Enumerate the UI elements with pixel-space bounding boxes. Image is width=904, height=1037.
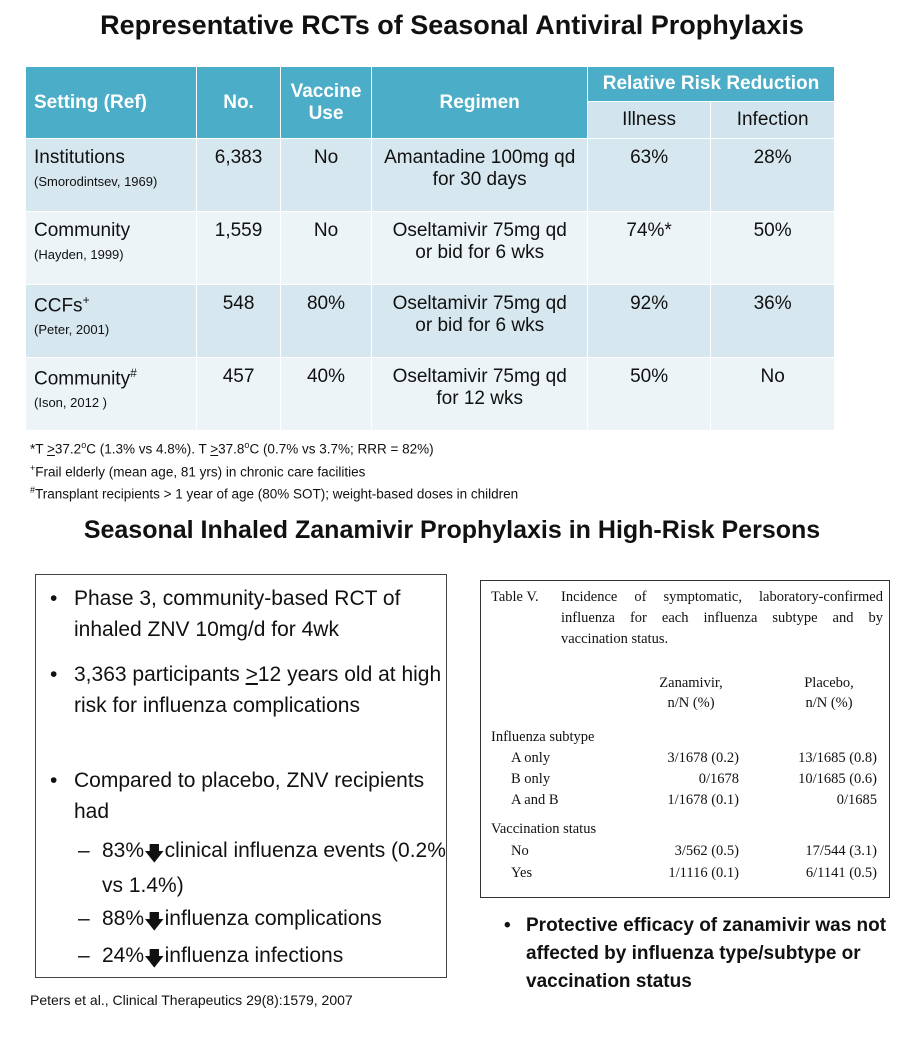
table-v-group: Influenza subtype [491,729,595,745]
table-row [26,139,835,212]
arrow-down-icon: 🡇 [144,948,165,970]
cell-regimen: Amantadine 100mg qd for 30 days [372,139,588,212]
cell-vaccine: No [280,139,372,212]
cell-vaccine: 40% [280,358,372,431]
table-row: B only 0/1678 10/1685 (0.6) [511,771,877,787]
bullet-item: • Phase 3, community-based RCT of inhaled ZNV 10mg/d for 4wk [46,583,464,645]
cell-setting: Institutions (Smorodintsev, 1969) [26,139,197,212]
header-setting: Setting (Ref) [26,67,197,139]
header-relative-risk-reduction: Relative Risk Reduction [587,67,834,102]
cell-reference: (Smorodintsev, 1969) [34,174,158,189]
cell-number: 457 [197,358,280,431]
bullet-item: • Compared to placebo, ZNV recipients had [46,765,464,827]
table-v-label: Table V. [491,589,539,605]
cell-number: 6,383 [197,139,280,212]
table-row [26,358,835,431]
cell-infection: 36% [711,285,835,358]
footnote-1: $*T >37.2^oC$ (1.3% vs 4.8%). $T >37.8^oC$ (0.7% vs 3.7%; RRR = 82%) [30,440,434,457]
table-row: No 3/562 (0.5) 17/544 (3.1) [511,843,877,859]
sub-bullet-item: – 24%🡇influenza infections [78,940,462,975]
cell-setting: Community# (Ison, 2012 ) [26,358,197,431]
cell-regimen: Oseltamivir 75mg qd or bid for 6 wks [372,212,588,285]
cell-number: 548 [197,285,280,358]
cell-reference: (Hayden, 1999) [34,247,124,262]
table-v-header-placebo: Placebo, n/N (%) [804,675,854,711]
table-v-excerpt [480,580,890,898]
cell-infection: 50% [711,212,835,285]
page-title: Representative RCTs of Seasonal Antiviral Prophylaxis [100,10,804,40]
cell-infection: No [711,358,835,431]
footnote-2: +Frail elderly (mean age, 81 yrs) in chronic care facilities [30,462,366,479]
cell-setting: CCFs+ (Peter, 2001) [26,285,197,358]
table-v-caption-text: Incidence of symptomatic, laboratory-confirmed influenza for each influenza subtype and by vaccination status. [561,589,883,647]
header-vaccine-use: Vaccine Use [280,67,372,139]
sub-bullet-item: – 88%🡇influenza complications [78,903,462,938]
cell-illness: 74%* [587,212,710,285]
bullet-item: • 3,363 participants >12 years old at high risk for influenza complications [46,659,464,721]
cell-infection: 28% [711,139,835,212]
summary-box [35,574,447,978]
table-row: A only 3/1678 (0.2) 13/1685 (0.8) [511,750,877,766]
table-v-caption [491,587,883,650]
arrow-down-icon: 🡇 [144,843,165,865]
section-title: Seasonal Inhaled Zanamivir Prophylaxis in High-Risk Persons [83,516,821,544]
header-infection: Infection [711,102,835,139]
table-row [26,285,835,358]
header-illness: Illness [587,102,710,139]
rct-table [25,66,835,431]
cell-vaccine: 80% [280,285,372,358]
table-v-header-zanamivir: Zanamivir, n/N (%) [659,675,723,711]
cell-setting: Community (Hayden, 1999) [26,212,197,285]
table-row [26,212,835,285]
footnotes [30,436,518,504]
footnote-mark: + [82,293,90,307]
cell-regimen: Oseltamivir 75mg qd or bid for 6 wks [372,285,588,358]
header-number: No. [197,67,280,139]
cell-reference: (Ison, 2012 ) [34,395,107,411]
sub-bullet-item: – 83%🡇clinical influenza events (0.2% vs 1.4%) [78,835,462,901]
cell-vaccine: No [280,212,372,285]
efficacy-note: • Protective efficacy of zanamivir was not affected by influenza type/subtype or vaccination status [500,912,890,996]
table-v-group: Vaccination status [491,821,597,837]
arrow-down-icon: 🡇 [144,911,165,933]
cell-illness: 50% [587,358,710,431]
cell-illness: 63% [587,139,710,212]
cell-reference: (Peter, 2001) [34,322,110,338]
cell-regimen: Oseltamivir 75mg qd for 12 wks [372,358,588,431]
cell-illness: 92% [587,285,710,358]
table-row: A and B 1/1678 (0.1) 0/1685 [511,792,877,808]
table-row: Yes 1/1116 (0.1) 6/1141 (0.5) [511,865,877,881]
citation: Peters et al., Clinical Therapeutics 29(8):1579, 2007 [30,992,353,1008]
header-regimen: Regimen [372,67,588,139]
cell-number: 1,559 [197,212,280,285]
footnote-3: #Transplant recipients > 1 year of age (80% SOT); weight-based doses in children [30,485,519,502]
footnote-mark: # [130,366,137,380]
